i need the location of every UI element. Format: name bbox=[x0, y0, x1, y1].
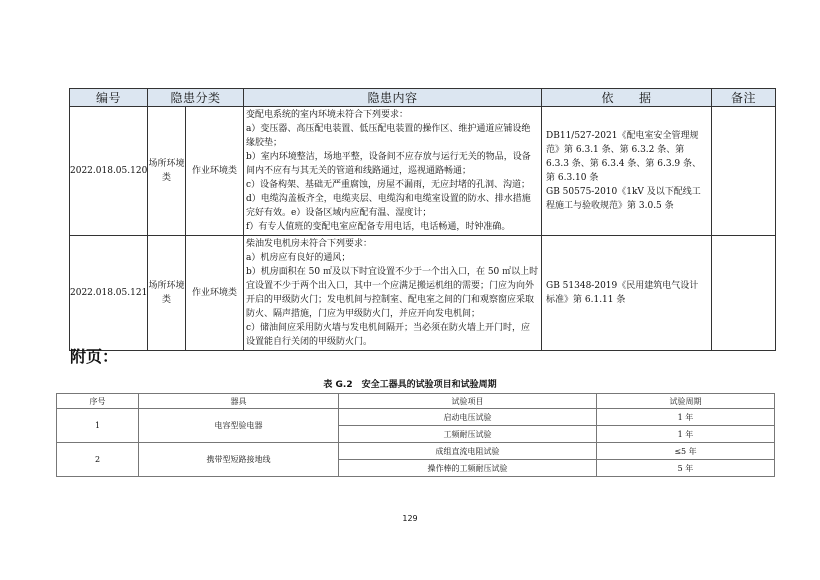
tool-test-table bbox=[56, 393, 775, 477]
row-category-2: 作业环境类 bbox=[186, 107, 244, 236]
content-line: b）室内环境整洁，场地平整，设备间不应存放与运行无关的物品，设备间内不应有与其无关的管道和线路通过，巡视通路畅通； bbox=[246, 152, 531, 176]
header-tool: 器具 bbox=[139, 394, 339, 409]
row-basis bbox=[542, 107, 712, 236]
row-id: 2022.018.05.121 bbox=[70, 236, 148, 351]
row-period: 5 年 bbox=[597, 460, 775, 477]
row-no: 1 bbox=[57, 409, 139, 443]
row-remark bbox=[712, 236, 776, 351]
page-number: 129 bbox=[402, 514, 418, 523]
row-period: ≤5 年 bbox=[597, 443, 775, 460]
content-line: c）设备构架、基础无严重腐蚀，房屋不漏雨，无应封堵的孔洞、沟道； bbox=[246, 180, 531, 190]
header-no: 序号 bbox=[57, 394, 139, 409]
hazard-table-header bbox=[70, 89, 776, 107]
row-category-2: 作业环境类 bbox=[186, 236, 244, 351]
header-test-item: 试验项目 bbox=[339, 394, 597, 409]
basis-line: DB11/527-2021《配电室安全管理规范》第 6.3.1 条、第 6.3.2 条、第 6.3.3 条、第 6.3.4 条、第 6.3.9 条、第 6.3.10 条 bbox=[546, 131, 702, 183]
row-period: 1 年 bbox=[597, 409, 775, 426]
content-line: a）机房应有良好的通风； bbox=[246, 253, 351, 263]
row-no: 2 bbox=[57, 443, 139, 477]
row-test-item: 成组直流电阻试验 bbox=[339, 443, 597, 460]
table-row bbox=[57, 409, 775, 426]
appendix-title: 附页： bbox=[70, 347, 119, 366]
basis-line: GB 51348-2019《民用建筑电气设计标准》第 6.1.11 条 bbox=[546, 281, 699, 305]
row-content bbox=[244, 236, 542, 351]
row-period: 1 年 bbox=[597, 426, 775, 443]
header-category: 隐患分类 bbox=[148, 89, 244, 107]
header-basis: 依 据 bbox=[542, 89, 712, 107]
table-row bbox=[57, 443, 775, 460]
header-remark: 备注 bbox=[712, 89, 776, 107]
table-caption: 表 G.2 安全工器具的试验项目和试验周期 bbox=[323, 380, 497, 390]
tool-table-header bbox=[57, 394, 775, 409]
row-category-1: 场所环境类 bbox=[148, 107, 186, 236]
row-tool: 携带型短路接地线 bbox=[139, 443, 339, 477]
basis-line: GB 50575-2010《1kV 及以下配线工程施工与验收规范》第 3.0.5 条 bbox=[546, 187, 701, 211]
row-remark bbox=[712, 107, 776, 236]
content-line: 柴油发电机房未符合下列要求： bbox=[246, 239, 373, 249]
table-row bbox=[70, 107, 776, 236]
header-id: 编号 bbox=[70, 89, 148, 107]
row-test-item: 操作棒的工频耐压试验 bbox=[339, 460, 597, 477]
row-test-item: 启动电压试验 bbox=[339, 409, 597, 426]
row-category-1: 场所环境类 bbox=[148, 236, 186, 351]
content-line: a）变压器、高压配电装置、低压配电装置的操作区、维护通道应铺设绝缘胶垫； bbox=[246, 124, 531, 148]
hazard-table bbox=[69, 88, 776, 351]
row-basis bbox=[542, 236, 712, 351]
table-row bbox=[70, 236, 776, 351]
content-line: d）电缆沟盖板齐全，电缆夹层、电缆沟和电缆室设置的防水、排水措施完好有效。e）设备区域内应配有温、湿度计； bbox=[246, 194, 531, 218]
header-period: 试验周期 bbox=[597, 394, 775, 409]
content-line: c）储油间应采用防火墙与发电机间隔开；当必须在防火墙上开门时，应设置能自行关闭的甲级防火门。 bbox=[246, 323, 531, 347]
row-id: 2022.018.05.120 bbox=[70, 107, 148, 236]
row-tool: 电容型验电器 bbox=[139, 409, 339, 443]
content-line: b）机房面积在 50 ㎡及以下时宜设置不少于一个出入口，在 50 ㎡以上时宜设置不少于两个出入口，其中一个应满足搬运机组的需要；门应为向外开启的甲级防火门；发电机间与控制室、配电室之间的门和观察窗应采取防火、隔声措施，门应为甲级防火门，并应开向发电机间； bbox=[246, 267, 539, 319]
content-line: 变配电系统的室内环境未符合下列要求： bbox=[246, 110, 409, 120]
row-test-item: 工频耐压试验 bbox=[339, 426, 597, 443]
content-line: f）有专人值班的变配电室应配备专用电话，电话畅通，时钟准确。 bbox=[246, 222, 511, 232]
header-content: 隐患内容 bbox=[244, 89, 542, 107]
row-content bbox=[244, 107, 542, 236]
